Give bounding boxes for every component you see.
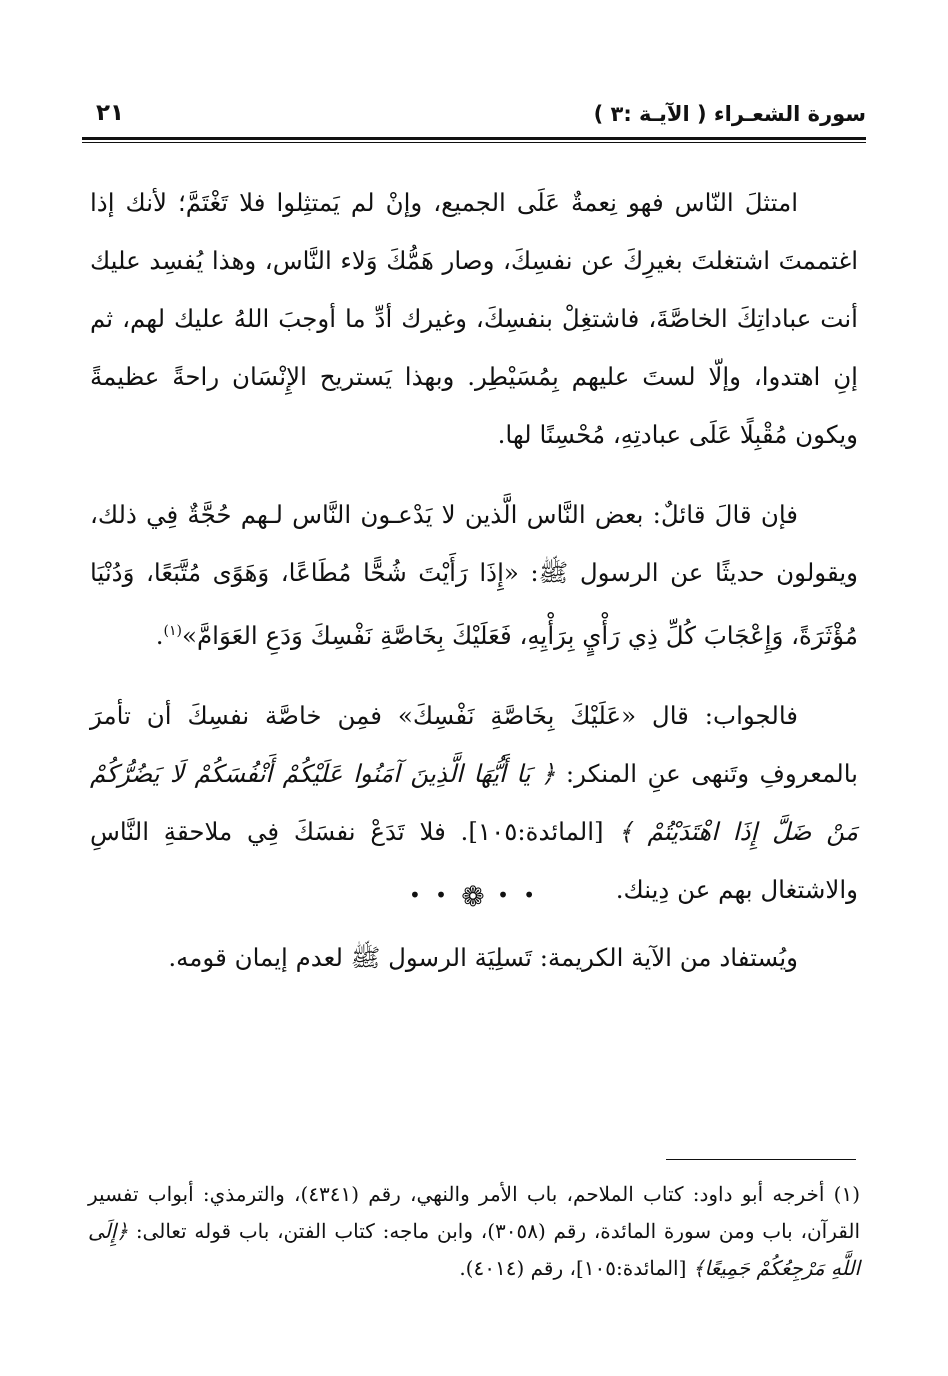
paragraph-3-text-after: [المائدة:١٠٥]. فلا تَدَعْ نفسَكَ فِي ملاحقةِ النَّاسِ والاشتغال بهم عن دِينك. [90,817,858,905]
paragraph-4-text: ويُستفاد من الآية الكريمة: تَسلِيَة الرسول ﷺ لعدم إيمان قومه. [168,943,798,973]
paragraph-2 [90,486,858,665]
page-header [82,92,866,140]
paragraph-2-text: فإن قالَ قائلٌ: بعض النَّاس الَّذين لا يَدْعـون النَّاس لـهم حُجَّةٌ فِي ذلك، ويقولون حديثًا عن الرسول ﷺ: «إِذَا رَأَيْتَ شُحًّا مُطَاعًا، وَهَوًى مُتَّبَعًا، وَدُنْيَا مُؤْثَرَةً، وَإِعْجَابَ كُلِّ ذِي رَأْيٍ بِرَأْيِهِ، فَعَلَيْكَ بِخَاصَّةِ نَفْسِكَ وَدَعِ العَوَامَّ» [90,500,858,651]
paragraph-1 [90,174,858,464]
footnote-1 [88,1176,860,1287]
page-number: ٢١ [96,100,125,126]
footnote-divider [666,1159,856,1160]
paragraph-3-text-before: فالجواب: قال «عَلَيْكَ بِخَاصَّةِ نَفْسِكَ» فمِن خاصَّة نفسِكَ أن تأمرَ بالمعروفِ وتَنهى عنِ المنكر: [90,701,858,789]
ornament-dots-left: • • [408,883,451,907]
paragraph-4 [90,929,858,987]
footnote-1-text-after: [المائدة:١٠٥]، رقم (٤٠١٤). [459,1256,687,1280]
header-divider [82,137,866,140]
paragraph-2-tail: . [155,621,164,651]
surah-title: سورة الشعـراء ( الآيـة :٣ ) [593,102,866,126]
section-ornament [0,880,948,913]
footnote-marker: (١) [163,623,183,639]
flower-icon: ❁ [461,880,487,913]
main-text [90,174,858,991]
footnote-1-quran: ﴿إِلَى اللَّهِ مَرْجِعُكُمْ جَمِيعًا﴾ [88,1219,860,1280]
footnote-1-text-before: (١) أخرجه أبو داود: كتاب الملاحم، باب الأمر والنهي، رقم (٤٣٤١)، والترمذي: أبواب تفسير القرآن، باب ومن سورة المائدة، رقم (٣٠٥٨)، وابن ماجه: كتاب الفتن، باب قوله تعالى: [88,1182,861,1243]
footnotes [88,1176,860,1287]
paragraph-1-text: امتثلَ النّاس فهو نِعمةٌ عَلَى الجميع، وإنْ لم يَمتثِلوا فلا تَغْتَمَّ؛ لأنك إذا اغتممتَ اشتغلتَ بغيرِكَ عن نفسِكَ، وصار هَمُّكَ وَلاء النَّاس، وهذا يُفسِد عليك أنت عباداتِكَ الخاصَّةَ، فاشتغِلْ بنفسِكَ، وغيرك أدِّ ما أوجبَ اللهُ عليك لهم، ثم إنِ اهتدوا، وإلّا لستَ عليهم بِمُسَيْطِر. وبهذا يَستريح الإِنْسَان راحةً عظيمةً ويكون مُقْبِلًا عَلَى عبادتِهِ، مُحْسِنًا لها. [90,188,858,449]
ornament-dots-right: • • [497,883,540,907]
quran-verse: ﴿ يَا أَيُّهَا الَّذِينَ آمَنُوا عَلَيْكُمْ أَنْفُسَكُمْ لَا يَضُرُّكُمْ مَنْ ضَلَّ إِذَا اهْتَدَيْتُمْ ﴾ [90,759,858,847]
